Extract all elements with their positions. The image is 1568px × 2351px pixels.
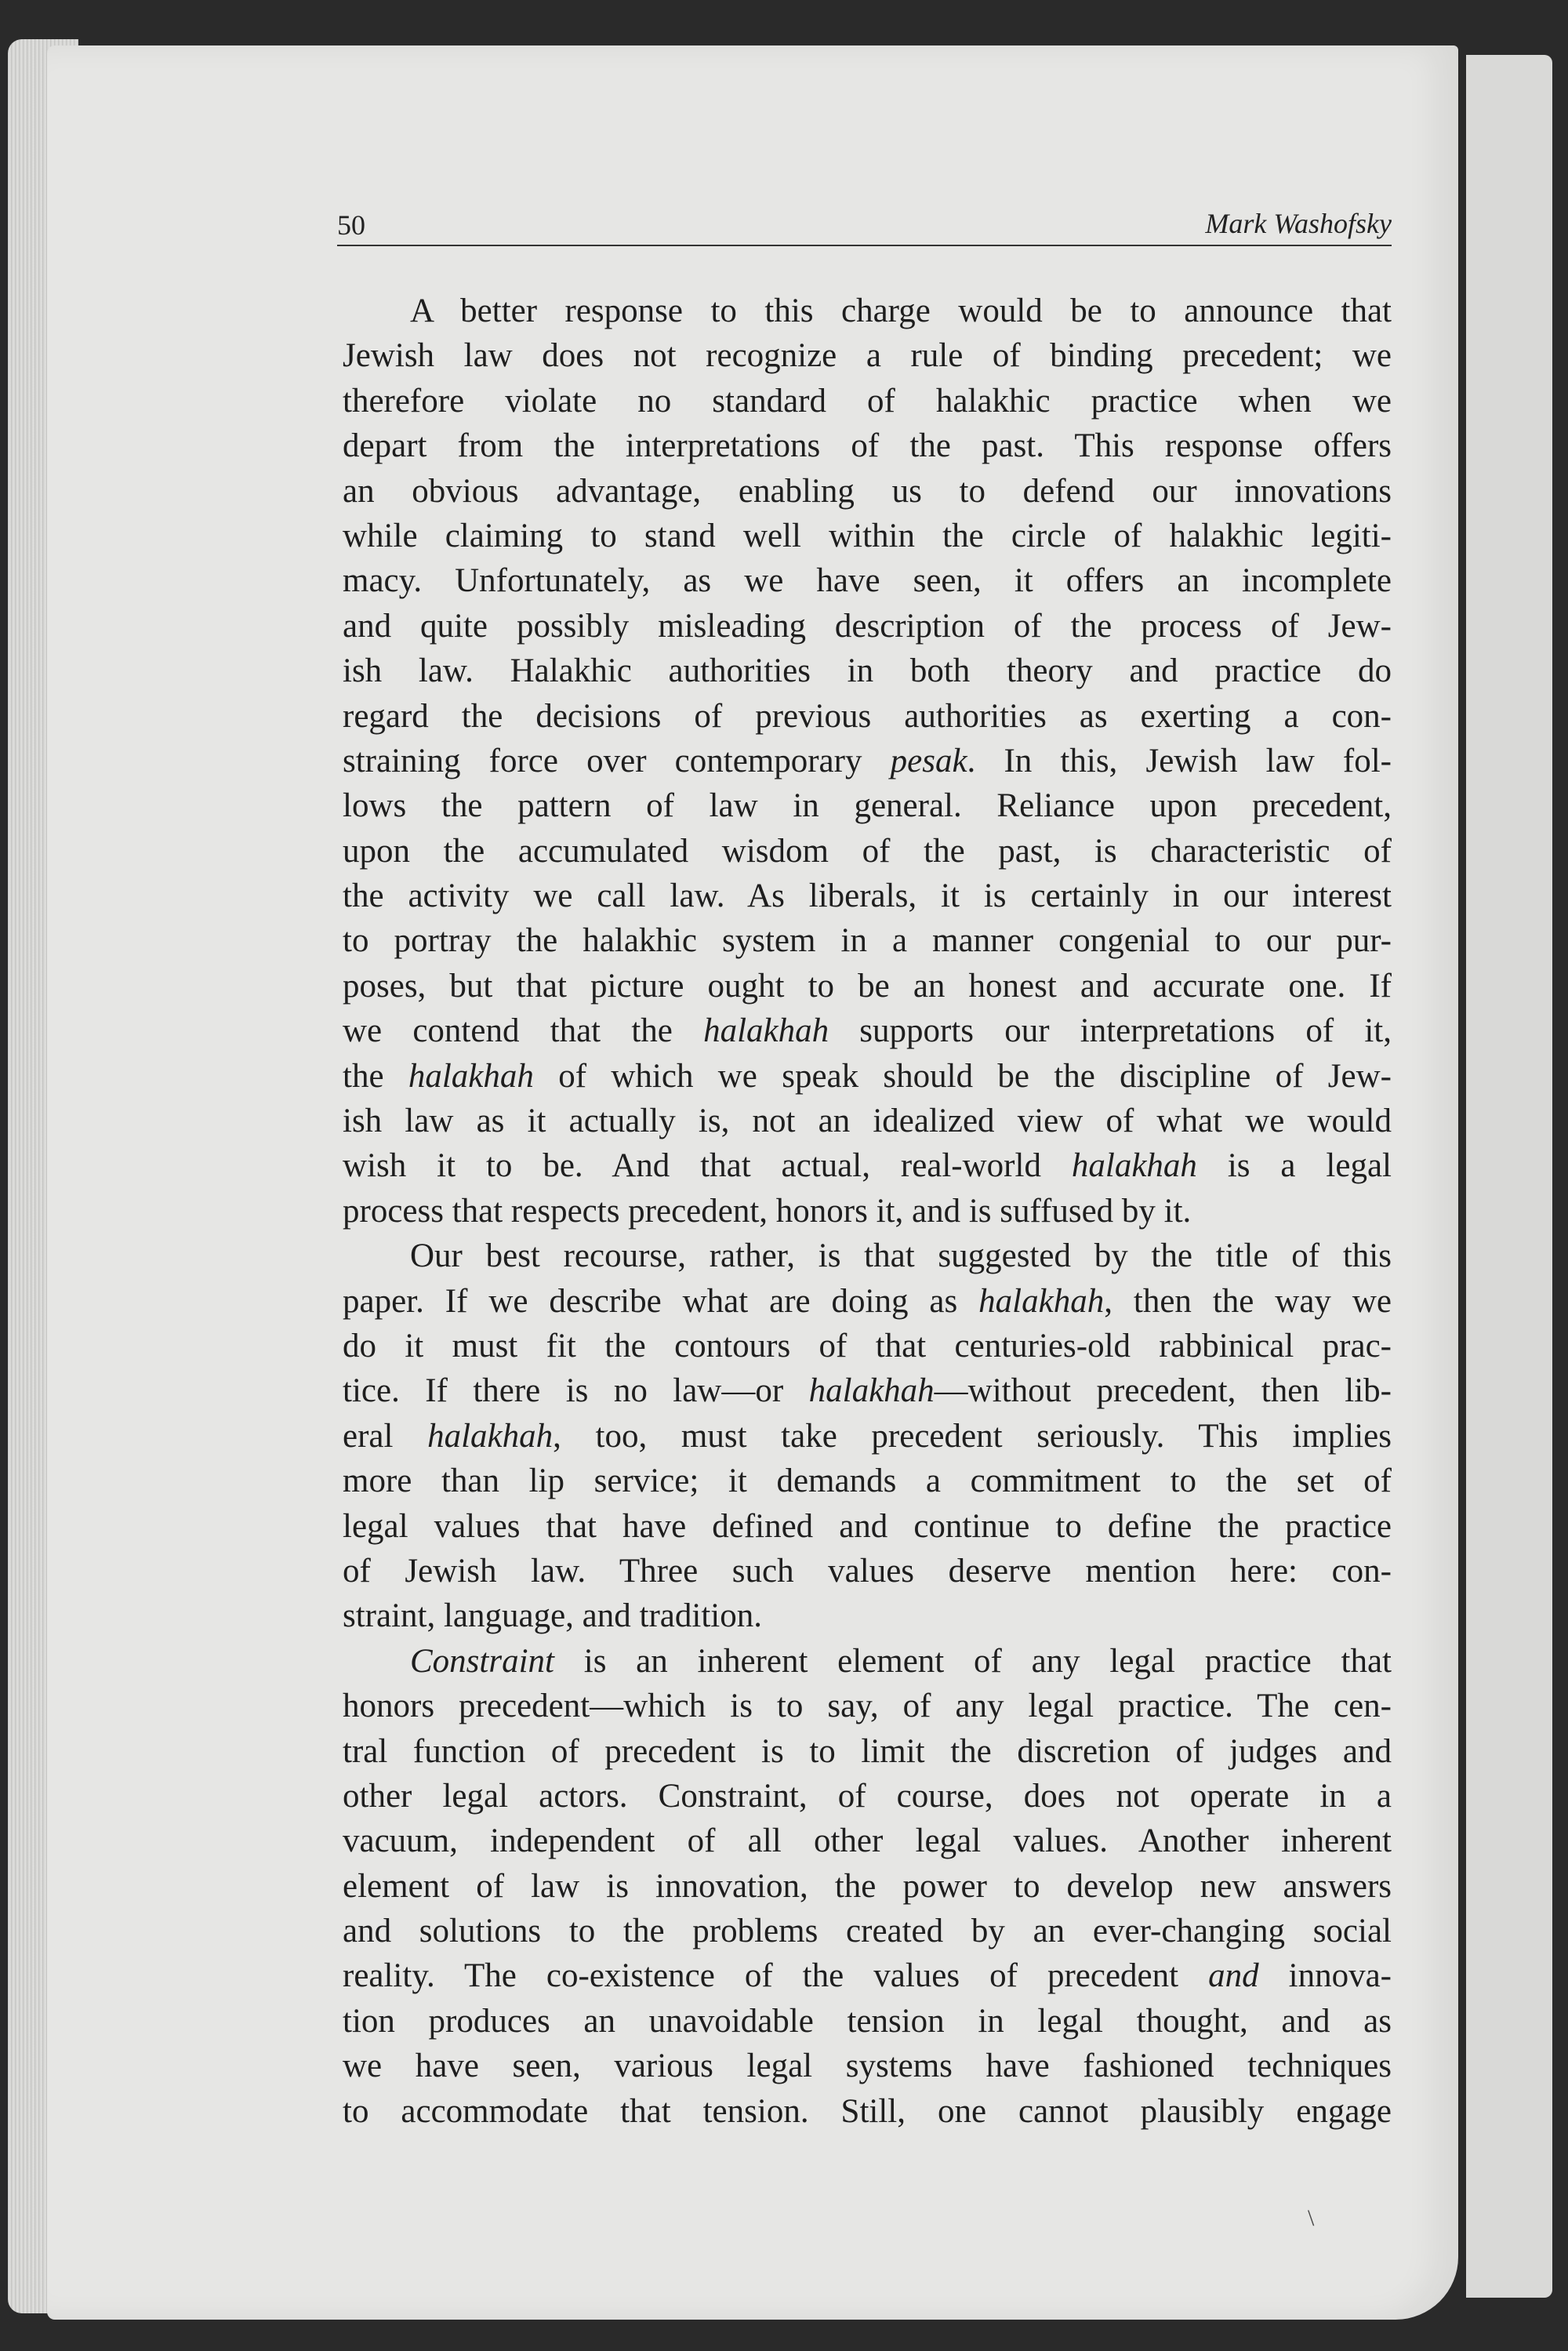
text-line: we contend that the halakhah supports our interpretations of it, xyxy=(343,1012,1392,1050)
text-line: while claiming to stand well within the circle of halakhic legiti- xyxy=(343,517,1392,554)
running-head-author: Mark Washofsky xyxy=(1205,208,1392,239)
body-text xyxy=(343,289,1392,2134)
text-line: the halakhah of which we speak should be the discipline of Jew- xyxy=(343,1057,1392,1095)
text-line: lows the pattern of law in general. Reliance upon precedent, xyxy=(343,787,1392,825)
page-number: 50 xyxy=(337,209,365,241)
text-line: ish law as it actually is, not an idealized view of what we would xyxy=(343,1103,1392,1140)
text-line: depart from the interpretations of the past. This response offers xyxy=(343,427,1392,465)
text-line: tice. If there is no law—or halakhah—without precedent, then lib- xyxy=(343,1372,1392,1410)
text-line: upon the accumulated wisdom of the past, is characteristic of xyxy=(343,832,1392,870)
text-line: straining force over contemporary pesak. In this, Jewish law fol- xyxy=(343,742,1392,779)
text-line: to accommodate that tension. Still, one cannot plausibly engage xyxy=(343,2092,1392,2130)
text-line: macy. Unfortunately, as we have seen, it offers an incomplete xyxy=(343,562,1392,600)
text-line: therefore violate no standard of halakhic practice when we xyxy=(343,382,1392,420)
text-line: other legal actors. Constraint, of course, does not operate in a xyxy=(343,1777,1392,1815)
running-header xyxy=(337,205,1392,246)
text-line: A better response to this charge would be to announce that xyxy=(410,293,1392,329)
text-line: an obvious advantage, enabling us to defend our innovations xyxy=(343,472,1392,510)
text-line: more than lip service; it demands a commitment to the set of xyxy=(343,1463,1392,1500)
text-line: and solutions to the problems created by an ever-changing social xyxy=(343,1913,1392,1950)
text-line: honors precedent—which is to say, of any legal practice. The cen- xyxy=(343,1688,1392,1725)
text-line: Our best recourse, rather, is that suggested by the title of this xyxy=(410,1237,1392,1275)
text-line: element of law is innovation, the power to develop new answers xyxy=(343,1867,1392,1905)
text-line: wish it to be. And that actual, real-world halakhah is a legal xyxy=(343,1147,1392,1185)
text-line: regard the decisions of previous authorities as exerting a con- xyxy=(343,697,1392,735)
text-line: poses, but that picture ought to be an honest and accurate one. If xyxy=(343,967,1392,1005)
text-line: legal values that have defined and continue to define the practice xyxy=(343,1507,1392,1545)
text-line: tral function of precedent is to limit the discretion of judges and xyxy=(343,1732,1392,1770)
text-line: the activity we call law. As liberals, it is certainly in our interest xyxy=(343,878,1392,915)
text-line: ish law. Halakhic authorities in both theory and practice do xyxy=(343,652,1392,690)
text-line: to portray the halakhic system in a manner congenial to our pur- xyxy=(343,922,1392,960)
text-line: eral halakhah, too, must take precedent seriously. This implies xyxy=(343,1417,1392,1455)
text-line: vacuum, independent of all other legal values. Another inherent xyxy=(343,1822,1392,1860)
text-line: process that respects precedent, honors it, and is suffused by it. xyxy=(343,1192,1192,1230)
text-line: paper. If we describe what are doing as halakhah, then the way we xyxy=(343,1282,1392,1320)
text-line: tion produces an unavoidable tension in legal thought, and as xyxy=(343,2002,1392,2040)
text-line: we have seen, various legal systems have fashioned techniques xyxy=(343,2048,1392,2085)
text-line: straint, language, and tradition. xyxy=(343,1597,762,1635)
facing-page-edge xyxy=(1466,55,1552,2298)
stray-mark: \ xyxy=(1308,2205,1315,2231)
text-line: reality. The co-existence of the values of precedent and innova- xyxy=(343,1957,1392,1995)
text-line: Constraint is an inherent element of any legal practice that xyxy=(410,1642,1392,1680)
text-line: do it must fit the contours of that centuries-old rabbinical prac- xyxy=(343,1327,1392,1364)
text-line: Jewish law does not recognize a rule of binding precedent; we xyxy=(343,337,1392,375)
text-line: of Jewish law. Three such values deserve mention here: con- xyxy=(343,1552,1392,1590)
text-line: and quite possibly misleading description of the process of Jew- xyxy=(343,607,1392,645)
